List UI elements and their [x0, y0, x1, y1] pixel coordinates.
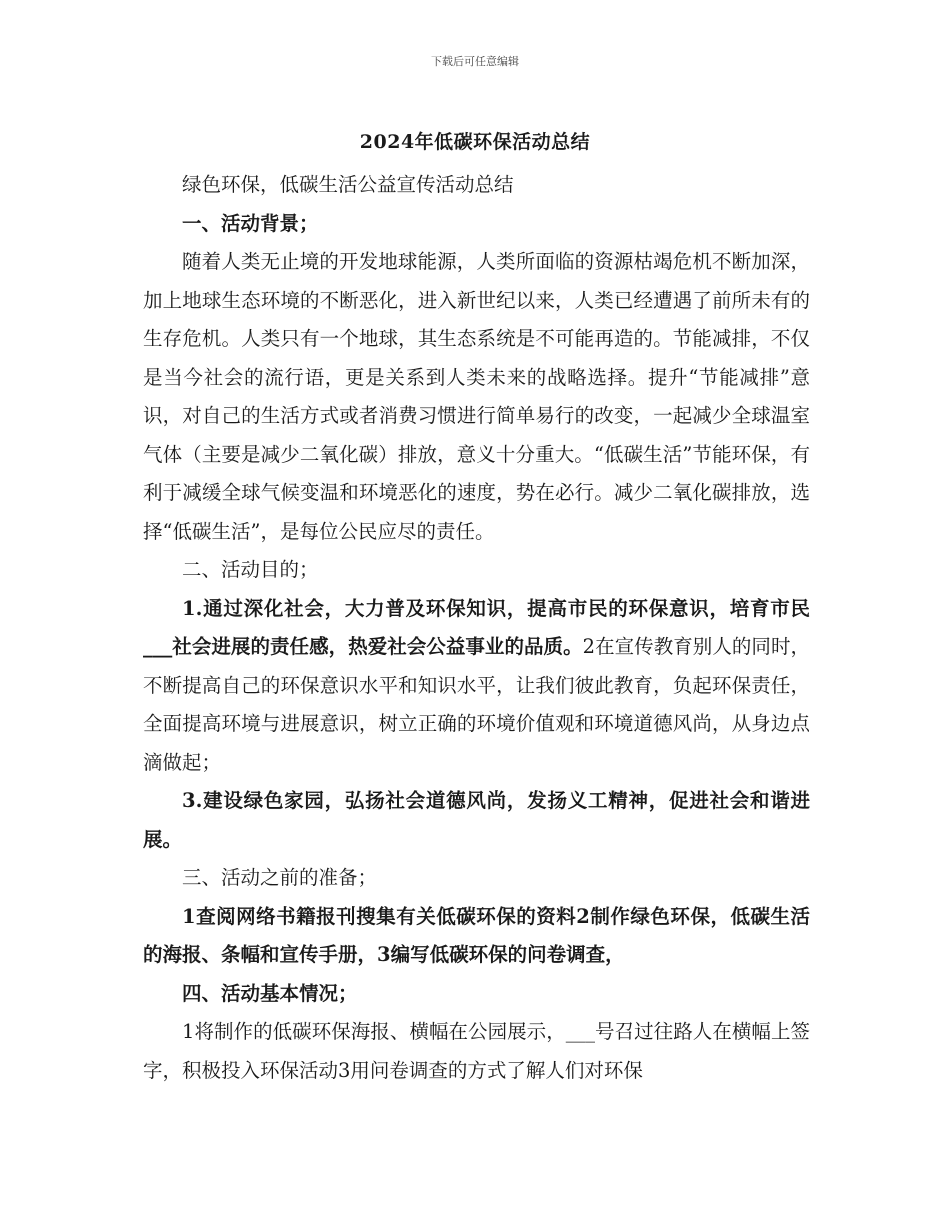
section-heading-situation: 四、活动基本情况； [182, 981, 358, 1005]
paragraph-background: 随着人类无止境的开发地球能源，人类所面临的资源枯竭危机不断加深，加上地球生态环境的不断恶化，进入新世纪以来，人类已经遭遇了前所未有的生存危机。人类只有一个地球，其生态系统是不可能再造的。节能减排，不仅是当今社会的流行语，更是关系到人类未来的战略选择。提升“节能减排”意识，对自己的生活方式或者消费习惯进行简单易行的改变，一起减少全球温室气体（主要是减少二氧化碳）排放，意义十分重大。“低碳生活”节能环保，有利于减缓全球气候变温和环境恶化的速度，势在必行。减少二氧化碳排放，选择“低碳生活”，是每位公民应尽的责任。 [143, 250, 810, 543]
purpose-item-2: 2在宣传教育别人的同时，不断提高自己的环保意识水平和知识水平，让我们彼此教育，负起环保责任，全面提高环境与进展意识，树立正确的环境价值观和环境道德风尚，从身边点滴做起； [143, 635, 810, 774]
paragraph-purpose-item-3: 3.建设绿色家园，弘扬社会道德风尚，发扬义工精神，促进社会和谐进展。 [143, 789, 810, 851]
page-header: 下载后可任意编辑 [431, 55, 519, 68]
document-title: 2024年低碳环保活动总结 [359, 131, 591, 153]
document-body [143, 166, 810, 1090]
section-heading-purpose: 二、活动目的； [182, 558, 319, 581]
section-heading-background: 一、活动背景； [182, 211, 319, 235]
paragraph-purpose [143, 590, 810, 783]
paragraph-preparation: 1查阅网络书籍报刊搜集有关低碳环保的资料2制作绿色环保，低碳生活的海报、条幅和宣传手册，3编写低碳环保的问卷调查， [143, 904, 810, 966]
paragraph-situation: 1将制作的低碳环保海报、横幅在公园展示，___号召过往路人在横幅上签字，积极投入环保活动3用问卷调查的方式了解人们对环保 [143, 1020, 810, 1082]
subtitle: 绿色环保，低碳生活公益宣传活动总结 [182, 173, 514, 196]
section-heading-preparation: 三、活动之前的准备； [182, 866, 378, 889]
purpose-item-1: 1.通过深化社会，大力普及环保知识，提高市民的环保意识，培育市民___社会进展的责任感，热爱社会公益事业的品质。 [143, 596, 810, 658]
